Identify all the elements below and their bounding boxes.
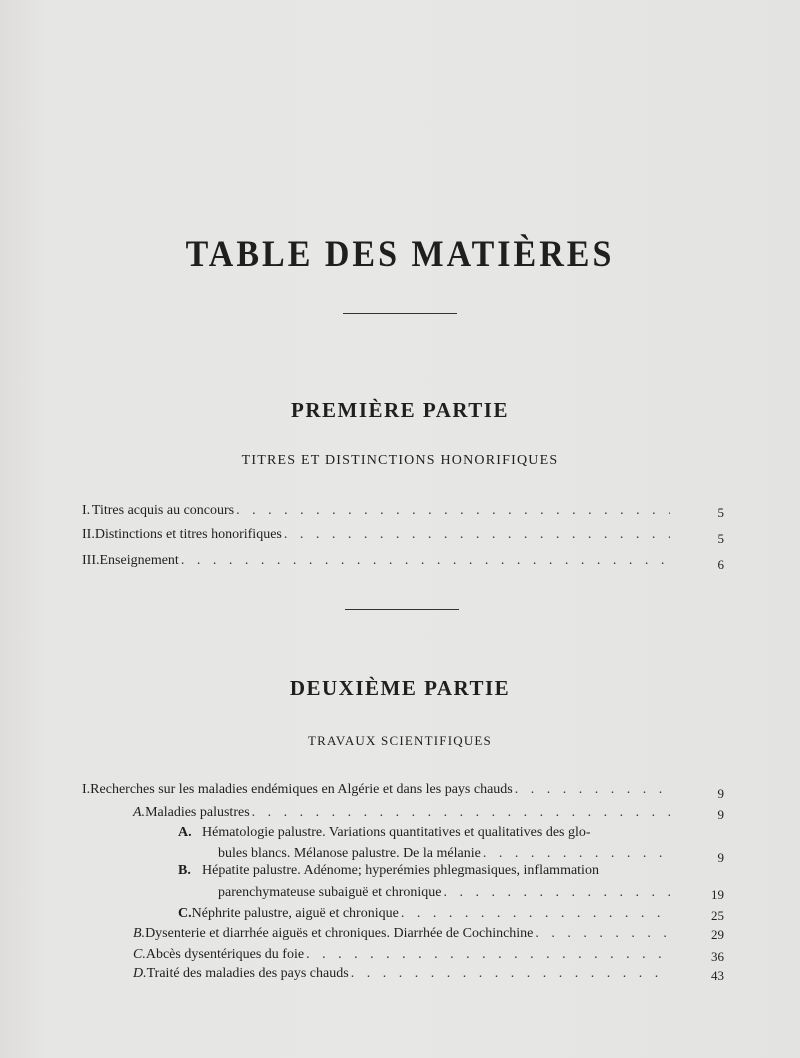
toc-entry-text: parenchymateuse subaiguë et chronique (218, 885, 442, 900)
toc-entry-continuation (218, 845, 670, 863)
leader-dots (515, 781, 670, 799)
toc-entry (133, 804, 670, 822)
toc-entry (178, 862, 599, 880)
toc-page-number: 9 (717, 786, 724, 801)
toc-entry-number: I. (82, 782, 91, 797)
toc-entry-number: A. (178, 825, 192, 840)
toc-page-number: 5 (717, 531, 724, 546)
leader-dots (483, 845, 670, 863)
toc-entry-text: Néphrite palustre, aiguë et chronique (191, 906, 399, 921)
toc-entry-text: Dysenterie et diarrhée aiguës et chroniques. Diarrhée de Cochinchine (145, 926, 534, 941)
toc-entry (82, 502, 670, 520)
toc-entry (178, 905, 670, 923)
leader-dots (284, 526, 670, 544)
divider-rule (343, 313, 457, 314)
part1-subtitle: TITRES ET DISTINCTIONS HONORIFIQUES (241, 453, 559, 468)
leader-dots (351, 965, 670, 983)
toc-page-number: 9 (717, 807, 724, 822)
toc-page-number: 36 (711, 949, 724, 964)
toc-entry (178, 824, 591, 842)
divider-rule (345, 609, 459, 610)
toc-entry-number: C. (133, 947, 146, 962)
toc-entry-text: Traité des maladies des pays chauds (146, 966, 349, 981)
toc-page-number: 5 (717, 505, 724, 520)
toc-page-number: 29 (711, 927, 724, 942)
leader-dots (401, 905, 670, 923)
toc-entry-text: Enseignement (99, 553, 179, 568)
toc-entry-number: II. (82, 527, 95, 542)
toc-entry (133, 965, 670, 983)
part2-title: DEUXIÈME PARTIE (289, 676, 511, 700)
leader-dots (444, 884, 670, 902)
toc-entry-text: Distinctions et titres honorifiques (94, 527, 282, 542)
toc-entry (82, 526, 670, 544)
toc-entry-text: Maladies palustres (145, 805, 250, 820)
part2-subtitle: TRAVAUX SCIENTIFIQUES (308, 733, 492, 748)
toc-entry-number: C. (178, 906, 192, 921)
toc-entry (82, 552, 670, 570)
toc-entry-number: A. (133, 805, 146, 820)
toc-page-number: 25 (711, 908, 724, 923)
toc-entry-text: Titres acquis au concours (91, 503, 235, 518)
toc-page-number: 9 (717, 850, 724, 865)
toc-entry-text: Abcès dysentériques du foie (145, 947, 305, 962)
leader-dots (181, 552, 670, 570)
leader-dots (252, 804, 670, 822)
toc-entry-text: Recherches sur les maladies endémiques en Algérie et dans les pays chauds (90, 782, 513, 797)
page-title: TABLE DES MATIÈRES (185, 234, 615, 275)
toc-entry-number: III. (82, 553, 100, 568)
toc-entry-text: Hépatite palustre. Adénome; hyperémies phlegmasiques, inflammation (202, 863, 599, 878)
toc-page-number: 6 (717, 557, 724, 572)
toc-entry (82, 781, 670, 799)
toc-entry-text: Hématologie palustre. Variations quantitatives et qualitatives des glo- (202, 825, 591, 840)
toc-entry-number: B. (178, 863, 191, 878)
leader-dots (306, 946, 670, 964)
toc-entry-text: bules blancs. Mélanose palustre. De la mélanie (218, 846, 481, 861)
toc-page-number: 43 (711, 968, 724, 983)
leader-dots (535, 925, 670, 943)
toc-page-number: 19 (711, 887, 724, 902)
leader-dots (236, 502, 670, 520)
part1-title: PREMIÈRE PARTIE (291, 398, 509, 422)
toc-entry (133, 925, 670, 943)
toc-entry-number: D. (133, 966, 147, 981)
toc-entry (133, 946, 670, 964)
toc-entry-continuation (218, 884, 670, 902)
toc-entry-number: B. (133, 926, 146, 941)
toc-entry-number: I. (82, 503, 91, 518)
